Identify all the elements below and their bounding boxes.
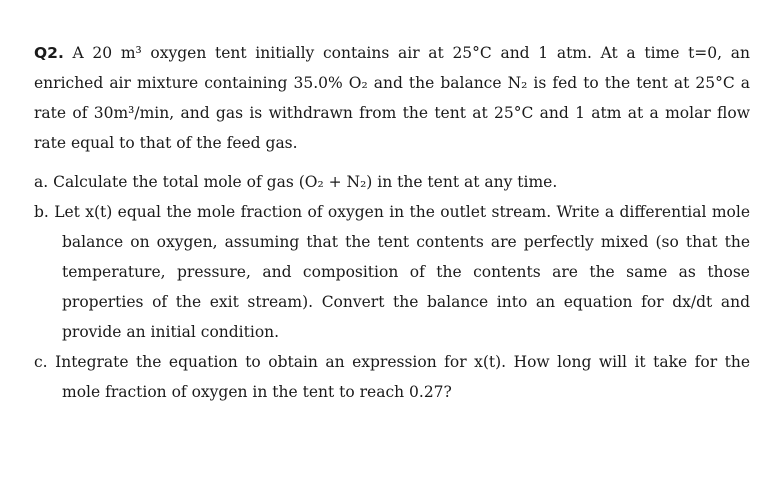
question-part-c: c. Integrate the equation to obtain an expression for x(t). How long will it take for the mole fraction of oxygen in the tent to reach 0.27? <box>34 353 750 401</box>
question-part-a: a. Calculate the total mole of gas (O₂ + N₂) in the tent at any time. <box>34 173 558 191</box>
question-parts-list <box>34 167 750 407</box>
question-part-b: b. Let x(t) equal the mole fraction of oxygen in the outlet stream. Write a differential mole balance on oxygen, assuming that the tent contents are perfectly mixed (so that the temperature, pressure, and composition of the contents are the same as those properties of the exit stream). Convert the balance into an equation for dx/dt and provide an initial condition. <box>34 203 750 341</box>
problem-document <box>34 38 750 407</box>
question-label: Q2. <box>34 44 64 62</box>
question-intro-paragraph <box>34 38 750 158</box>
question-intro-text: A 20 m³ oxygen tent initially contains air at 25°C and 1 atm. At a time t=0, an enriched air mixture containing 35.0% O₂ and the balance N₂ is fed to the tent at 25°C a rate of 30m³/min, and gas is withdrawn from the tent at 25°C and 1 atm at a molar flow rate equal to that of the feed gas. <box>34 44 750 152</box>
